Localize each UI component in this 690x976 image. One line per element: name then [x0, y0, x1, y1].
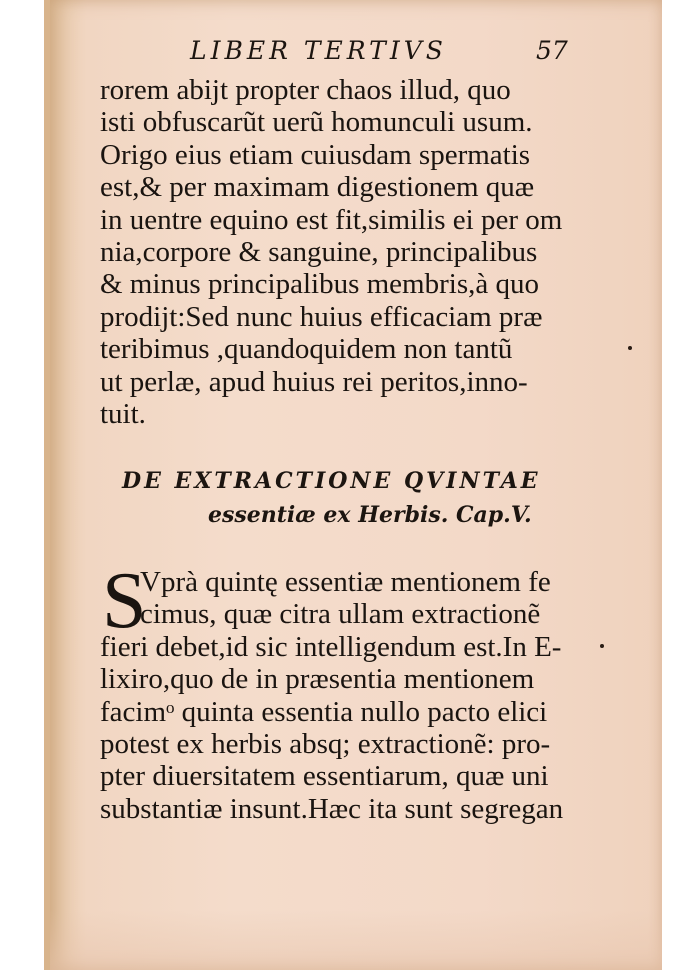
- text-line: rorem abijt propter chaos illud, quo: [100, 74, 511, 106]
- ink-speck: [628, 346, 632, 350]
- text-line: est,& per maximam digestionem quæ: [100, 171, 535, 204]
- text-line: tuit.: [100, 398, 146, 431]
- text-line: facimᵒ quinta essentia nullo pacto elici: [100, 695, 548, 728]
- text-line: isti obfuscarũt uerũ homunculi usum.: [100, 106, 533, 139]
- text-line: nia,corpore & sanguine, principalibus: [100, 236, 538, 269]
- text-line: cimus, quæ citra ullam extractionẽ: [140, 598, 541, 631]
- text-line: in uentre equino est fit,similis ei per om: [100, 203, 563, 236]
- text-line: Origo eius etiam cuiusdam spermatis: [100, 138, 531, 171]
- text-line: ut perlæ, apud huius rei peritos,inno-: [100, 365, 528, 398]
- text-block-bottom: [100, 557, 580, 825]
- chapter-subheading: essentiæ ex Herbis. Cap.V.: [208, 502, 532, 528]
- text-block-top: [100, 74, 580, 430]
- text-line: pter diuersitatem essentiarum, quæ uni: [100, 760, 549, 793]
- text-line: potest ex herbis absq; extractionẽ: pro-: [100, 728, 551, 761]
- running-title: LIBER TERTIVS: [190, 36, 447, 65]
- text-line: prodijt:Sed nunc huius efficaciam præ: [100, 300, 543, 333]
- text-line: Vprà quintę essentiæ mentionem fe: [140, 566, 551, 598]
- text-line: lixiro,quo de in præsentia mentionem: [100, 663, 535, 696]
- drop-capital: S: [102, 557, 147, 645]
- book-page: [44, 0, 662, 970]
- ink-speck: [600, 644, 604, 648]
- text-line: fieri debet,id sic intelligendum est.In E-: [100, 630, 562, 663]
- text-line: & minus principalibus membris,à quo: [100, 268, 539, 301]
- text-line: teribimus ,quandoquidem non tantũ: [100, 333, 513, 366]
- chapter-heading: DE EXTRACTIONE QVINTAE: [122, 468, 541, 494]
- page-number: 57: [536, 36, 568, 65]
- text-line: substantiæ insunt.Hæc ita sunt segregan: [100, 792, 564, 825]
